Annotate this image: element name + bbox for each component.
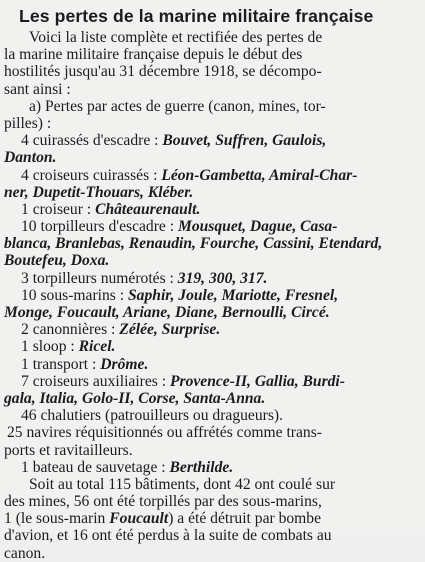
loss-item-canonnieres: 2 canonnières : Zélée, Surprise. bbox=[21, 321, 221, 339]
total-line: 1 (le sous-marin Foucault) a été détruit par bombe bbox=[4, 510, 322, 528]
requisition-line: 25 navires réquisitionnés ou affrétés comme trans- bbox=[7, 424, 322, 442]
loss-item-croiseurs-cuirasses: 4 croiseurs cuirassés : Léon-Gambetta, Amiral-Char- bbox=[21, 166, 358, 184]
loss-item-bateau-sauvetage: 1 bateau de sauvetage : Berthilde. bbox=[21, 458, 234, 476]
loss-item-torpilleurs-escadre-cont: Boutefeu, Doxa. bbox=[4, 252, 110, 270]
total-line: canon. bbox=[4, 544, 46, 562]
loss-item-croiseurs-auxiliaires-cont: gala, Italia, Golo-II, Corse, Santa-Anna. bbox=[4, 389, 266, 407]
article-body bbox=[4, 29, 416, 562]
loss-item-sous-marins-cont: Monge, Foucault, Ariane, Diane, Bernoulli, Circé. bbox=[4, 304, 330, 321]
loss-item-torpilleurs-numerotes: 3 torpilleurs numérotés : 319, 300, 317. bbox=[21, 269, 268, 287]
article-title: Les pertes de la marine militaire française bbox=[19, 6, 374, 26]
loss-item-cuirasses: 4 cuirassés d'escadre : Bouvet, Suffren, Gaulois, bbox=[21, 132, 327, 150]
loss-item-croiseurs-cuirasses-cont: ner, Dupetit-Thouars, Kléber. bbox=[4, 183, 194, 201]
intro-line: hostilités jusqu'au 31 décembre 1918, se décompo- bbox=[4, 63, 322, 81]
total-line: d'avion, et 16 ont été perdus à la suite de combats au bbox=[4, 527, 332, 545]
intro-line: la marine militaire française depuis le début des bbox=[4, 46, 303, 64]
loss-item-chalutiers: 46 chalutiers (patrouilleurs ou dragueurs). bbox=[21, 407, 283, 425]
total-line: des mines, 56 ont été torpillés par des sous-marins, bbox=[4, 493, 322, 511]
section-a-line: a) Pertes par actes de guerre (canon, mines, tor- bbox=[29, 97, 326, 115]
loss-item-sloop: 1 sloop : Ricel. bbox=[21, 338, 116, 356]
total-line: Soit au total 115 bâtiments, dont 42 ont coulé sur bbox=[29, 475, 336, 493]
intro-line: Voici la liste complète et rectifiée des pertes de bbox=[29, 29, 323, 46]
loss-item-croiseurs-auxiliaires: 7 croiseurs auxiliaires : Provence-II, Gallia, Burdi- bbox=[21, 372, 345, 390]
loss-item-torpilleurs-escadre-cont: blanca, Branlebas, Renaudin, Fourche, Cassini, Etendard, bbox=[4, 235, 383, 253]
loss-item-transport: 1 transport : Drôme. bbox=[21, 355, 149, 373]
section-a-line: pilles) : bbox=[4, 114, 52, 132]
loss-item-cuirasses-cont: Danton. bbox=[4, 149, 57, 167]
intro-line: sant ainsi : bbox=[4, 80, 71, 98]
requisition-line: ports et ravitailleurs. bbox=[4, 441, 133, 459]
loss-item-sous-marins: 10 sous-marins : Saphir, Joule, Mariotte, Fresnel, bbox=[21, 286, 339, 304]
loss-item-croiseur: 1 croiseur : Châteaurenault. bbox=[21, 200, 201, 218]
loss-item-torpilleurs-escadre: 10 torpilleurs d'escadre : Mousquet, Dague, Casa- bbox=[21, 218, 338, 236]
